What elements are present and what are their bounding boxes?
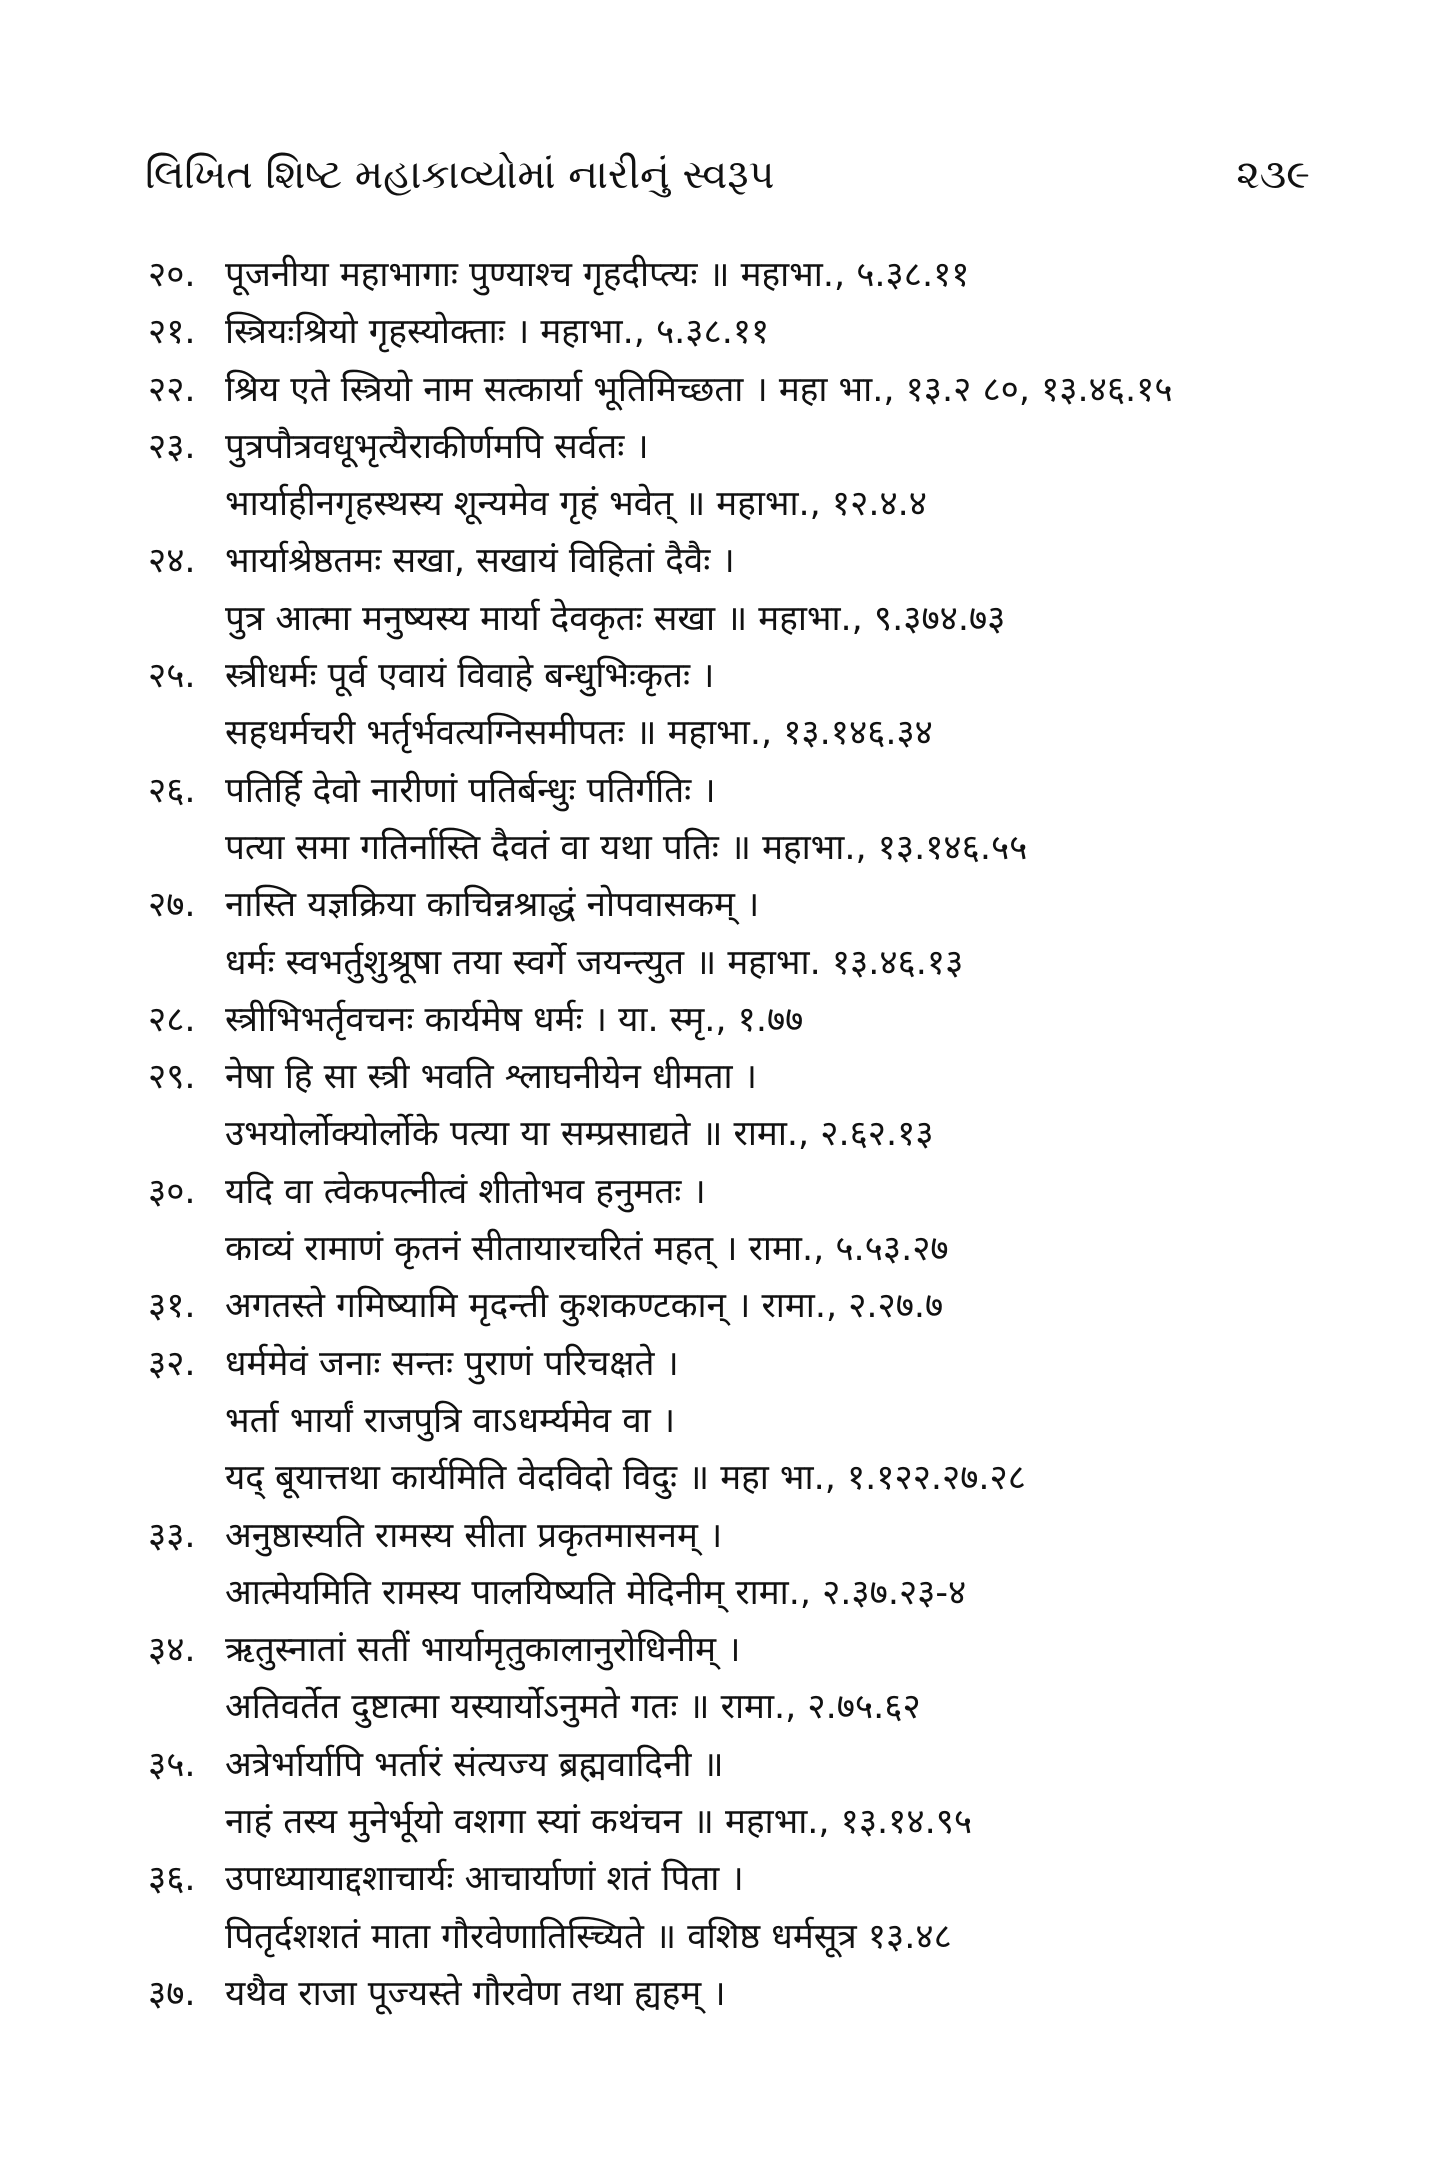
footnote-line: नेषा हि सा स्त्री भवति श्लाघनीयेन धीमता । — [225, 1057, 757, 1098]
footnote-line: यदि वा त्वेकपत्नीत्वं शीतोभव हनुमतः । — [225, 1171, 706, 1212]
footnote-number: ३७. — [148, 1973, 196, 2014]
footnote-item — [148, 763, 1328, 878]
footnote-line: पतिर्हि देवो नारीणां पतिर्बन्धुः पतिर्गतिः । — [225, 770, 716, 811]
footnote-line: धर्ममेवं जनाः सन्तः पुराणं परिचक्षते । — [225, 1343, 679, 1384]
footnote-item — [148, 1164, 1328, 1279]
footnote-number: ३५. — [148, 1744, 196, 1785]
footnote-text — [225, 1737, 1328, 1852]
footnote-line: धर्मः स्वभर्तुशुश्रूषा तया स्वर्गे जयन्त्युत ॥ महाभा. १३.४६.१३ — [225, 942, 964, 983]
footnote-text — [225, 1966, 1328, 2023]
footnote-line: श्रिय एते स्त्रियो नाम सत्कार्या भूतिमिच्छता । महा भा., १३.२ ८०, १३.४६.१५ — [225, 369, 1173, 410]
footnote-text — [225, 1336, 1328, 1508]
footnote-item — [148, 1737, 1328, 1852]
footnote-text — [225, 992, 1328, 1049]
header-title: લિખિત શિષ્ટ મહાકાવ્યોમાં નારીનું સ્વરૂપ — [145, 152, 775, 198]
footnote-item — [148, 247, 1328, 304]
footnote-line: भार्याहीनगृहस्थस्य शून्यमेव गृहं भवेत् ॥ महाभा., १२.४.४ — [225, 484, 927, 525]
footnote-text — [225, 362, 1328, 419]
running-header — [145, 145, 1310, 205]
footnote-number: ३३. — [148, 1515, 196, 1556]
footnote-number: २०. — [148, 255, 196, 295]
footnote-line: अतिवर्तेत दुष्टात्मा यस्यार्योऽनुमते गतः ॥ रामा., २.७५.६२ — [225, 1687, 921, 1728]
footnote-number: ३२. — [148, 1343, 196, 1384]
footnote-number: २२. — [148, 369, 196, 410]
footnote-item — [148, 1336, 1328, 1508]
footnote-line: यथैव राजा पूज्यस्ते गौरवेण तथा ह्यहम् । — [225, 1973, 726, 2014]
footnote-text — [225, 648, 1328, 763]
footnote-text — [225, 1049, 1328, 1164]
footnote-item — [148, 1851, 1328, 1966]
footnote-number: ३६. — [148, 1859, 196, 1900]
footnote-line: पत्या समा गतिर्नास्ति दैवतं वा यथा पतिः ॥ महाभा., १३.१४६.५५ — [225, 827, 1028, 868]
footnote-line: उभयोर्लोक्योर्लोके पत्या या सम्प्रसाद्यते ॥ रामा., २.६२.१३ — [225, 1114, 934, 1155]
footnote-text — [225, 1851, 1328, 1966]
footnote-item — [148, 877, 1328, 992]
footnote-line: पितृर्दशशतं माता गौरवेणातिस्च्यिते ॥ वशिष्ठ धर्मसूत्र १३.४८ — [225, 1916, 952, 1957]
footnote-number: २३. — [148, 426, 196, 467]
footnote-text — [225, 247, 1328, 304]
footnote-line: पूजनीया महाभागाः पुण्याश्च गृहदीप्त्यः ॥ महाभा., ५.३८.११ — [225, 255, 970, 295]
footnote-text — [225, 1622, 1328, 1737]
footnote-line: भार्याश्रेष्ठतमः सखा, सखायं विहितां दैवैः । — [225, 541, 735, 582]
footnote-number: २७. — [148, 885, 196, 926]
footnote-line: पुत्र आत्मा मनुष्यस्य मार्या देवकृतः सखा ॥ महाभा., ९.३७४.७३ — [225, 598, 1006, 639]
footnote-text — [225, 304, 1328, 361]
footnote-item — [148, 362, 1328, 419]
footnote-line: अनुष्ठास्यति रामस्य सीता प्रकृतमासनम् । — [225, 1515, 723, 1556]
footnote-line: स्त्रीभिभर्तृवचनः कार्यमेष धर्मः । या. स्मृ., १.७७ — [225, 999, 804, 1040]
footnotes-list — [148, 247, 1328, 2023]
footnote-line: अत्रेर्भार्यापि भर्तारं संत्यज्य ब्रह्मवादिनी ॥ — [225, 1744, 724, 1785]
footnote-item — [148, 1049, 1328, 1164]
footnote-line: नाहं तस्य मुनेर्भूयो वशगा स्यां कथंचन ॥ महाभा., १३.१४.९५ — [225, 1802, 973, 1843]
footnote-item — [148, 1622, 1328, 1737]
footnote-line: यद् बूयात्तथा कार्यमिति वेदविदो विदुः ॥ महा भा., १.१२२.२७.२८ — [225, 1458, 1026, 1499]
footnote-line: स्त्रियःश्रियो गृहस्योक्ताः । महाभा., ५.३८.११ — [225, 312, 770, 353]
footnote-item — [148, 1508, 1328, 1623]
footnote-item — [148, 533, 1328, 648]
footnote-number: २१. — [148, 312, 196, 353]
footnote-number: ३०. — [148, 1171, 196, 1212]
footnote-number: २४. — [148, 541, 196, 582]
footnote-text — [225, 1508, 1328, 1623]
footnote-text — [225, 763, 1328, 878]
footnote-number: ३१. — [148, 1286, 196, 1327]
footnote-text — [225, 877, 1328, 992]
footnote-number: २६. — [148, 770, 196, 811]
footnote-text — [225, 1278, 1328, 1335]
footnote-number: २५. — [148, 656, 196, 697]
footnote-line: भर्ता भार्यां राजपुत्रि वाऽधर्म्यमेव वा । — [225, 1400, 676, 1441]
footnote-item — [148, 1278, 1328, 1335]
footnote-line: आत्मेयमिति रामस्य पालयिष्यति मेदिनीम् रामा., २.३७.२३-४ — [225, 1572, 967, 1613]
footnote-number: ३४. — [148, 1630, 196, 1671]
page-number: ૨૩૯ — [1236, 152, 1310, 198]
footnote-line: सहधर्मचरी भर्तृर्भवत्यग्निसमीपतः ॥ महाभा., १३.१४६.३४ — [225, 713, 933, 754]
footnote-line: ऋतुस्नातां सतीं भार्यामृतुकालानुरोधिनीम् । — [225, 1630, 741, 1671]
footnote-text — [225, 1164, 1328, 1279]
footnote-number: २८. — [148, 999, 196, 1040]
footnote-line: नास्ति यज्ञक्रिया काचिन्नश्राद्धं नोपवासकम् । — [225, 885, 760, 926]
footnote-line: काव्यं रामाणं कृतनं सीतायारचरितं महत् । रामा., ५.५३.२७ — [225, 1229, 949, 1270]
footnote-line: उपाध्यायाद्दशाचार्यः आचार्याणां शतं पिता । — [225, 1859, 744, 1900]
footnote-text — [225, 533, 1328, 648]
footnote-line: अगतस्ते गमिष्यामि मृदन्ती कुशकण्टकान् । रामा., २.२७.७ — [225, 1286, 944, 1327]
footnote-item — [148, 304, 1328, 361]
footnote-text — [225, 419, 1328, 534]
footnote-line: पुत्रपौत्रवधूभृत्यैराकीर्णमपि सर्वतः । — [225, 426, 649, 467]
footnote-number: २९. — [148, 1057, 196, 1098]
footnote-item — [148, 419, 1328, 534]
footnote-item — [148, 1966, 1328, 2023]
footnote-item — [148, 992, 1328, 1049]
footnote-line: स्त्रीधर्मः पूर्व एवायं विवाहे बन्धुभिःकृतः । — [225, 656, 715, 697]
footnote-item — [148, 648, 1328, 763]
